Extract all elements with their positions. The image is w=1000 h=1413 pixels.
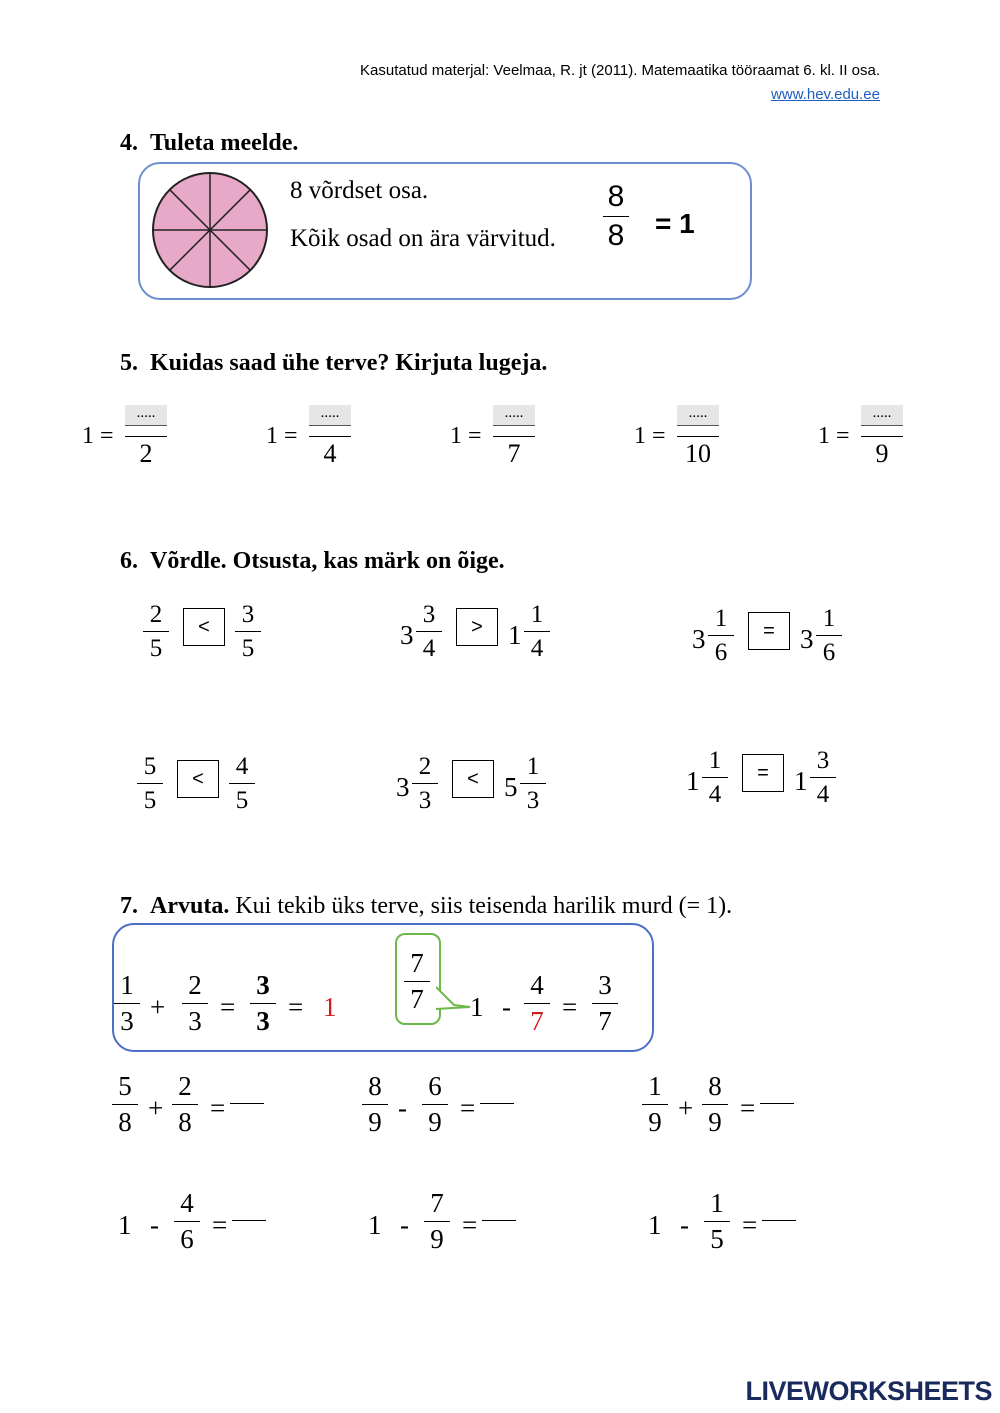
fraction-bar [677,436,719,437]
callout-fraction [404,950,430,1013]
task4-line2: Kõik osad on ära värvitud. [290,225,556,252]
numerator: 8 [368,1071,382,1101]
compare-fraction-left [143,602,169,661]
numerator: 2 [178,1071,192,1101]
task5-one-equals: 1 = [450,423,482,449]
exercise-one: 1 [118,1210,132,1240]
ex1-equals: = [220,992,236,1022]
denominator: 6 [822,639,836,666]
denominator: 5 [235,787,249,814]
compare-fraction-left [708,606,734,665]
exercise-equals: = [210,1093,226,1123]
numerator: 1 [822,605,836,632]
exercise-fraction-b [422,1073,448,1136]
fraction-bar [125,436,167,437]
denominator: 5 [241,635,255,662]
compare-sign-box[interactable]: < [177,760,219,798]
ex1-fraction-b [182,972,208,1035]
task5-one-equals: 1 = [634,423,666,449]
answer-blank-input[interactable] [232,1220,266,1221]
numerator: 7 [430,1188,444,1218]
numerator: 5 [143,753,157,780]
task7-number: 7. [120,893,138,919]
exercise-fraction-a [362,1073,388,1136]
exercise-one: 1 [648,1210,662,1240]
compare-fraction-right [229,754,255,813]
answer-blank-input[interactable] [760,1103,794,1104]
whole-number: 3 [400,620,414,650]
denominator: 5 [710,1224,724,1254]
denominator: 4 [816,781,830,808]
numerator: 1 [710,1188,724,1218]
exercise-fraction-b [174,1190,200,1253]
denominator: 7 [530,1006,544,1036]
task6-heading [120,548,505,575]
source-credit: Kasutatud materjal: Veelmaa, R. jt (2011). Matemaatika tööraamat 6. kl. II osa. [360,62,880,79]
denominator: 3 [418,787,432,814]
ex1-result-fraction [250,972,276,1035]
exercise-operator: - [398,1093,407,1123]
task5-denominator: 4 [323,439,337,468]
fraction-bar [493,436,535,437]
exercise-equals: = [462,1210,478,1240]
denominator: 8 [118,1107,132,1137]
numerator: 4 [180,1188,194,1218]
exercise-operator: - [150,1210,159,1240]
task6-number: 6. [120,548,138,574]
numerator: 8 [607,180,625,213]
numerator: 1 [526,753,540,780]
denominator: 5 [143,787,157,814]
ex2-result-fraction [592,972,618,1035]
numerator: 1 [714,605,728,632]
liveworksheets-logo: LIVEWORKSHEETS [745,1376,992,1406]
numerator: 3 [422,601,436,628]
compare-sign-box[interactable]: < [183,608,225,646]
task4-fraction [603,182,629,251]
task4-title: Tuleta meelde. [150,130,299,156]
whole-number: 1 [686,766,700,796]
whole-number: 3 [692,624,706,654]
compare-fraction-left [416,602,442,661]
denominator: 7 [410,984,424,1014]
ex2-fraction [524,972,550,1035]
numerator-answer-input[interactable]: ..... [493,405,535,426]
task7-instruction: Kui tekib üks terve, siis teisenda harilik murd (= 1). [235,893,733,919]
task4-line1: 8 võrdset osa. [290,177,429,204]
denominator: 9 [708,1107,722,1137]
exercise-equals: = [742,1210,758,1240]
ex1-fraction-a [114,972,140,1035]
task5-number: 5. [120,350,138,376]
compare-fraction-right [520,754,546,813]
answer-blank-input[interactable] [480,1103,514,1104]
denominator: 6 [180,1224,194,1254]
denominator: 3 [188,1006,202,1036]
whole-number: 1 [794,766,808,796]
numerator-answer-input[interactable]: ..... [861,405,903,426]
task5-denominator: 7 [507,439,521,468]
denominator: 4 [530,635,544,662]
compare-fraction-left [702,748,728,807]
numerator: 1 [530,601,544,628]
task5-denominator: 9 [875,439,889,468]
compare-sign-box[interactable]: > [456,608,498,646]
task4-number: 4. [120,130,138,156]
task4-heading [120,130,298,157]
exercise-operator: - [400,1210,409,1240]
denominator: 3 [526,787,540,814]
exercise-operator: + [678,1093,694,1123]
task5-denominator: 2 [139,439,153,468]
numerator: 1 [648,1071,662,1101]
exercise-fraction-b [702,1073,728,1136]
callout-pointer [436,985,472,1013]
numerator: 4 [530,970,544,1000]
compare-sign-box[interactable]: = [748,612,790,650]
exercise-fraction-b [172,1073,198,1136]
compare-fraction-right [810,748,836,807]
numerator: 8 [708,1071,722,1101]
exercise-fraction-a [112,1073,138,1136]
numerator: 5 [118,1071,132,1101]
compare-fraction-right [816,606,842,665]
denominator: 5 [149,635,163,662]
exercise-fraction-b [704,1190,730,1253]
whole-number: 1 [508,620,522,650]
source-link[interactable]: www.hev.edu.ee [771,86,880,103]
exercise-one: 1 [368,1210,382,1240]
ex2-equals: = [562,992,578,1022]
numerator: 7 [410,948,424,978]
compare-sign-box[interactable]: < [452,760,494,798]
denominator: 9 [648,1107,662,1137]
numerator: 3 [816,747,830,774]
numerator: 1 [120,970,134,1000]
ex1-result: 1 [323,992,337,1022]
ex1-plus: + [150,992,166,1022]
denominator: 3 [120,1006,134,1036]
fraction-bar [309,436,351,437]
task7-heading [120,893,732,920]
exercise-equals: = [740,1093,756,1123]
task5-one-equals: 1 = [818,423,850,449]
task5-denominator: 10 [685,439,711,468]
answer-blank-input[interactable] [762,1220,796,1221]
whole-number: 3 [396,772,410,802]
ex2-one: 1 [470,992,484,1022]
whole-number: 5 [504,772,518,802]
numerator: 1 [708,747,722,774]
task5-one-equals: 1 = [82,423,114,449]
answer-blank-input[interactable] [230,1103,264,1104]
denominator: 9 [430,1224,444,1254]
fraction-bar [861,436,903,437]
task7-title: Arvuta. [150,893,230,919]
denominator: 8 [178,1107,192,1137]
compare-fraction-right [524,602,550,661]
denominator: 4 [708,781,722,808]
task4-equals-one: = 1 [655,208,695,239]
denominator: 9 [428,1107,442,1137]
numerator-answer-input[interactable]: ..... [309,405,351,426]
compare-sign-box[interactable]: = [742,754,784,792]
denominator: 9 [368,1107,382,1137]
compare-fraction-right [235,602,261,661]
numerator: 2 [149,601,163,628]
numerator-answer-input[interactable]: ..... [125,405,167,426]
denominator: 6 [714,639,728,666]
exercise-fraction-a [642,1073,668,1136]
exercise-operator: - [680,1210,689,1240]
numerator-answer-input[interactable]: ..... [677,405,719,426]
numerator: 2 [188,970,202,1000]
denominator: 4 [422,635,436,662]
whole-number: 3 [800,624,814,654]
exercise-equals: = [460,1093,476,1123]
numerator: 3 [598,970,612,1000]
ex2-minus: - [502,992,511,1022]
exercise-fraction-b [424,1190,450,1253]
pie-circle-icon [150,170,270,290]
exercise-equals: = [212,1210,228,1240]
task5-one-equals: 1 = [266,423,298,449]
numerator: 3 [256,970,270,1000]
ex1-equals-2: = [288,992,304,1022]
numerator: 3 [241,601,255,628]
denominator: 3 [256,1006,270,1036]
task5-title: Kuidas saad ühe terve? Kirjuta lugeja. [150,350,548,376]
compare-fraction-left [137,754,163,813]
task6-title: Võrdle. Otsusta, kas märk on õige. [150,548,505,574]
numerator: 2 [418,753,432,780]
exercise-operator: + [148,1093,164,1123]
numerator: 4 [235,753,249,780]
answer-blank-input[interactable] [482,1220,516,1221]
denominator: 7 [598,1006,612,1036]
denominator: 8 [607,219,625,252]
numerator: 6 [428,1071,442,1101]
task5-heading [120,350,547,377]
compare-fraction-left [412,754,438,813]
